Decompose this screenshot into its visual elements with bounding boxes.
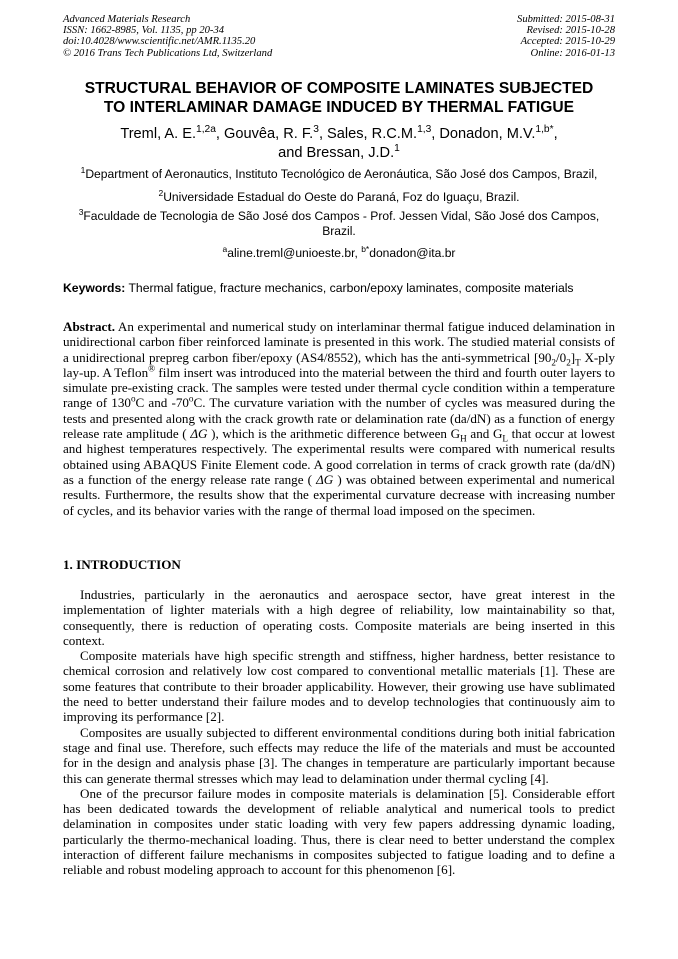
text-segment: 1 <box>80 164 86 175</box>
paragraph: Industries, particularly in the aeronautics and aerospace sector, have great interest in the implementation of lighter materials with a high degree of reliability, low maintainability so that, consequently, there is reduction of operating costs. Composite materials are being inserted in this context. <box>63 587 615 648</box>
keywords-text: Thermal fatigue, fracture mechanics, carbon/epoxy laminates, composite materials <box>125 281 574 295</box>
abstract-text <box>63 319 615 518</box>
text-segment: ), which is the arithmetic difference between G <box>207 426 461 442</box>
text-segment: X-ply lay-up. A Teflon <box>63 349 616 380</box>
text-segment: , Donadon, M.V. <box>431 126 536 142</box>
text-segment: 2 <box>551 357 556 368</box>
introduction-body <box>63 587 615 878</box>
text-segment: 1,b* <box>535 124 554 136</box>
text-segment: Universidade Estadual do Oeste do Paraná, Foz do Iguaçu, Brazil. <box>163 190 520 204</box>
online-date: Online: 2016-01-13 <box>530 47 615 59</box>
text-segment: An experimental and numerical study on interlaminar thermal fatigue induced delamination in unidirectional carbon fiber reinforced laminate is presented in this work. The studied material consists of a unidirectional prepreg carbon fiber/epoxy (AS4/8552), which has the anti-symmetrical [90 <box>63 319 615 365</box>
authors <box>40 125 638 163</box>
text-segment: , Sales, R.C.M. <box>318 126 418 142</box>
text-segment: Abstract. <box>63 319 115 334</box>
text-segment: and Bressan, J.D. <box>278 145 395 161</box>
text-segment: ) was obtained between experimental and numerical results. Furthermore, the results show that the experimental curvature decrease with increasing number of cycles, and its behavior varies with the range of thermal load imposed on the specimen. <box>63 471 616 518</box>
text-segment: b* <box>361 243 370 254</box>
text-segment: Treml, A. E. <box>120 126 197 142</box>
affiliation-2 <box>55 187 623 205</box>
revised-date: Revised: 2015-10-28 <box>526 25 615 37</box>
text-segment: ΔG <box>316 471 334 487</box>
copyright: © 2016 Trans Tech Publications Ltd, Switzerland <box>63 47 273 59</box>
text-segment: , Gouvêa, R. F. <box>215 126 314 142</box>
text-segment: 1 <box>394 143 400 155</box>
doi: doi:10.4028/www.scientific.net/AMR.1135.20 <box>63 36 256 48</box>
keywords <box>63 281 574 295</box>
affiliation-1 <box>55 164 623 182</box>
text-segment: that occur at lowest and highest temperatures respectively. The experimental results were compared with numerical results obtained using ABAQUS Finite Element code. A good correlation in terms of crack growth rate (da/dN) as a function of the energy release rate range ( <box>63 426 615 487</box>
text-segment: o <box>130 394 136 405</box>
keywords-label: Keywords: <box>63 281 126 295</box>
text-segment: film insert was introduced into the material between the third and fourth outer layers to simulate pre-existing crack. The samples were tested under thermal cycle condition within a temperature range of 130 <box>63 364 615 411</box>
text-segment: o <box>188 394 194 405</box>
text-segment: 3 <box>78 206 84 217</box>
text-segment: C. The curvature variation with the number of cycles was measured during the tests and presented along with the crack growth rate or delamination rate (da/dN) as a function of energy release rate amplitude ( <box>63 395 616 442</box>
text-segment: 3 <box>313 124 319 136</box>
title-line: TO INTERLAMINAR DAMAGE INDUCED BY THERMAL FATIGUE <box>103 99 575 116</box>
text-segment: 1,2a <box>196 124 216 136</box>
text-segment: , <box>553 126 558 142</box>
submitted-date: Submitted: 2015-08-31 <box>517 14 615 25</box>
paragraph: Composites are usually subjected to different environmental conditions during both initial fabrication stage and final use. Therefore, such effects may reduce the life of the materials and must be accounted for in the design and analysis phase [3]. The changes in temperature are particularly important because this can generate thermal stresses which may lead to delamination under thermal cycling [4]. <box>63 724 615 786</box>
accepted-date: Accepted: 2015-10-29 <box>520 36 615 48</box>
journal-name: Advanced Materials Research <box>63 14 191 25</box>
text-segment: ® <box>148 363 156 374</box>
affiliation-3 <box>62 206 616 239</box>
text-segment: /0 <box>556 349 567 365</box>
dates <box>517 14 615 59</box>
paragraph: One of the precursor failure modes in composite materials is delamination [5]. Considerable effort has been dedicated towards the development of reliable analytical and numerical tools to predict delamination in composites under static loading with very few papers addressing dynamic loading, particularly the thermo-mechanical loading. Thus, there is clear need to better understand the complex interaction of different failure mechanisms in composites subjected to fatigue loading and to define a reliable and robust modeling approach to account for this phenomenon [6]. <box>63 785 615 878</box>
paper-title <box>40 79 638 117</box>
journal-info <box>63 14 272 59</box>
issn: ISSN: 1662-8985, Vol. 1135, pp 20-34 <box>63 25 225 37</box>
text-segment: aline.treml@unioeste.br, <box>227 246 362 260</box>
text-segment: 1,3 <box>417 124 432 136</box>
text-segment: Department of Aeronautics, Instituto Tecnológico de Aeronáutica, São José dos Campos, Brazil, <box>85 167 598 181</box>
text-segment: C and -70 <box>135 395 189 411</box>
text-segment: H <box>460 433 467 444</box>
abstract <box>63 319 615 518</box>
text-segment: and G <box>466 426 503 442</box>
text-segment: donadon@ita.br <box>369 246 456 260</box>
text-segment: a <box>222 243 228 254</box>
text-segment: 2 <box>158 187 164 198</box>
text-segment: T <box>575 357 581 368</box>
text-segment: L <box>502 433 509 444</box>
text-segment: ΔG <box>190 426 208 442</box>
text-segment: Faculdade de Tecnologia de São José dos Campos - Prof. Jessen Vidal, São José dos Campos, Brazil. <box>83 209 600 238</box>
emails <box>55 243 623 261</box>
text-segment: ] <box>570 349 576 365</box>
text-segment: 2 <box>566 357 571 368</box>
title-line: STRUCTURAL BEHAVIOR OF COMPOSITE LAMINATES SUBJECTED <box>84 80 594 97</box>
section-heading: 1. INTRODUCTION <box>63 557 181 572</box>
paragraph: Composite materials have high specific strength and stiffness, higher hardness, better resistance to chemical corrosion and relatively low cost compared to conventional metallic materials [1]. These are some features that contribute to their broader applicability. However, their growing use have sublimated the need to better understand their failure modes and to develop technologies that continuously aim to improving its performance [2]. <box>63 648 615 725</box>
